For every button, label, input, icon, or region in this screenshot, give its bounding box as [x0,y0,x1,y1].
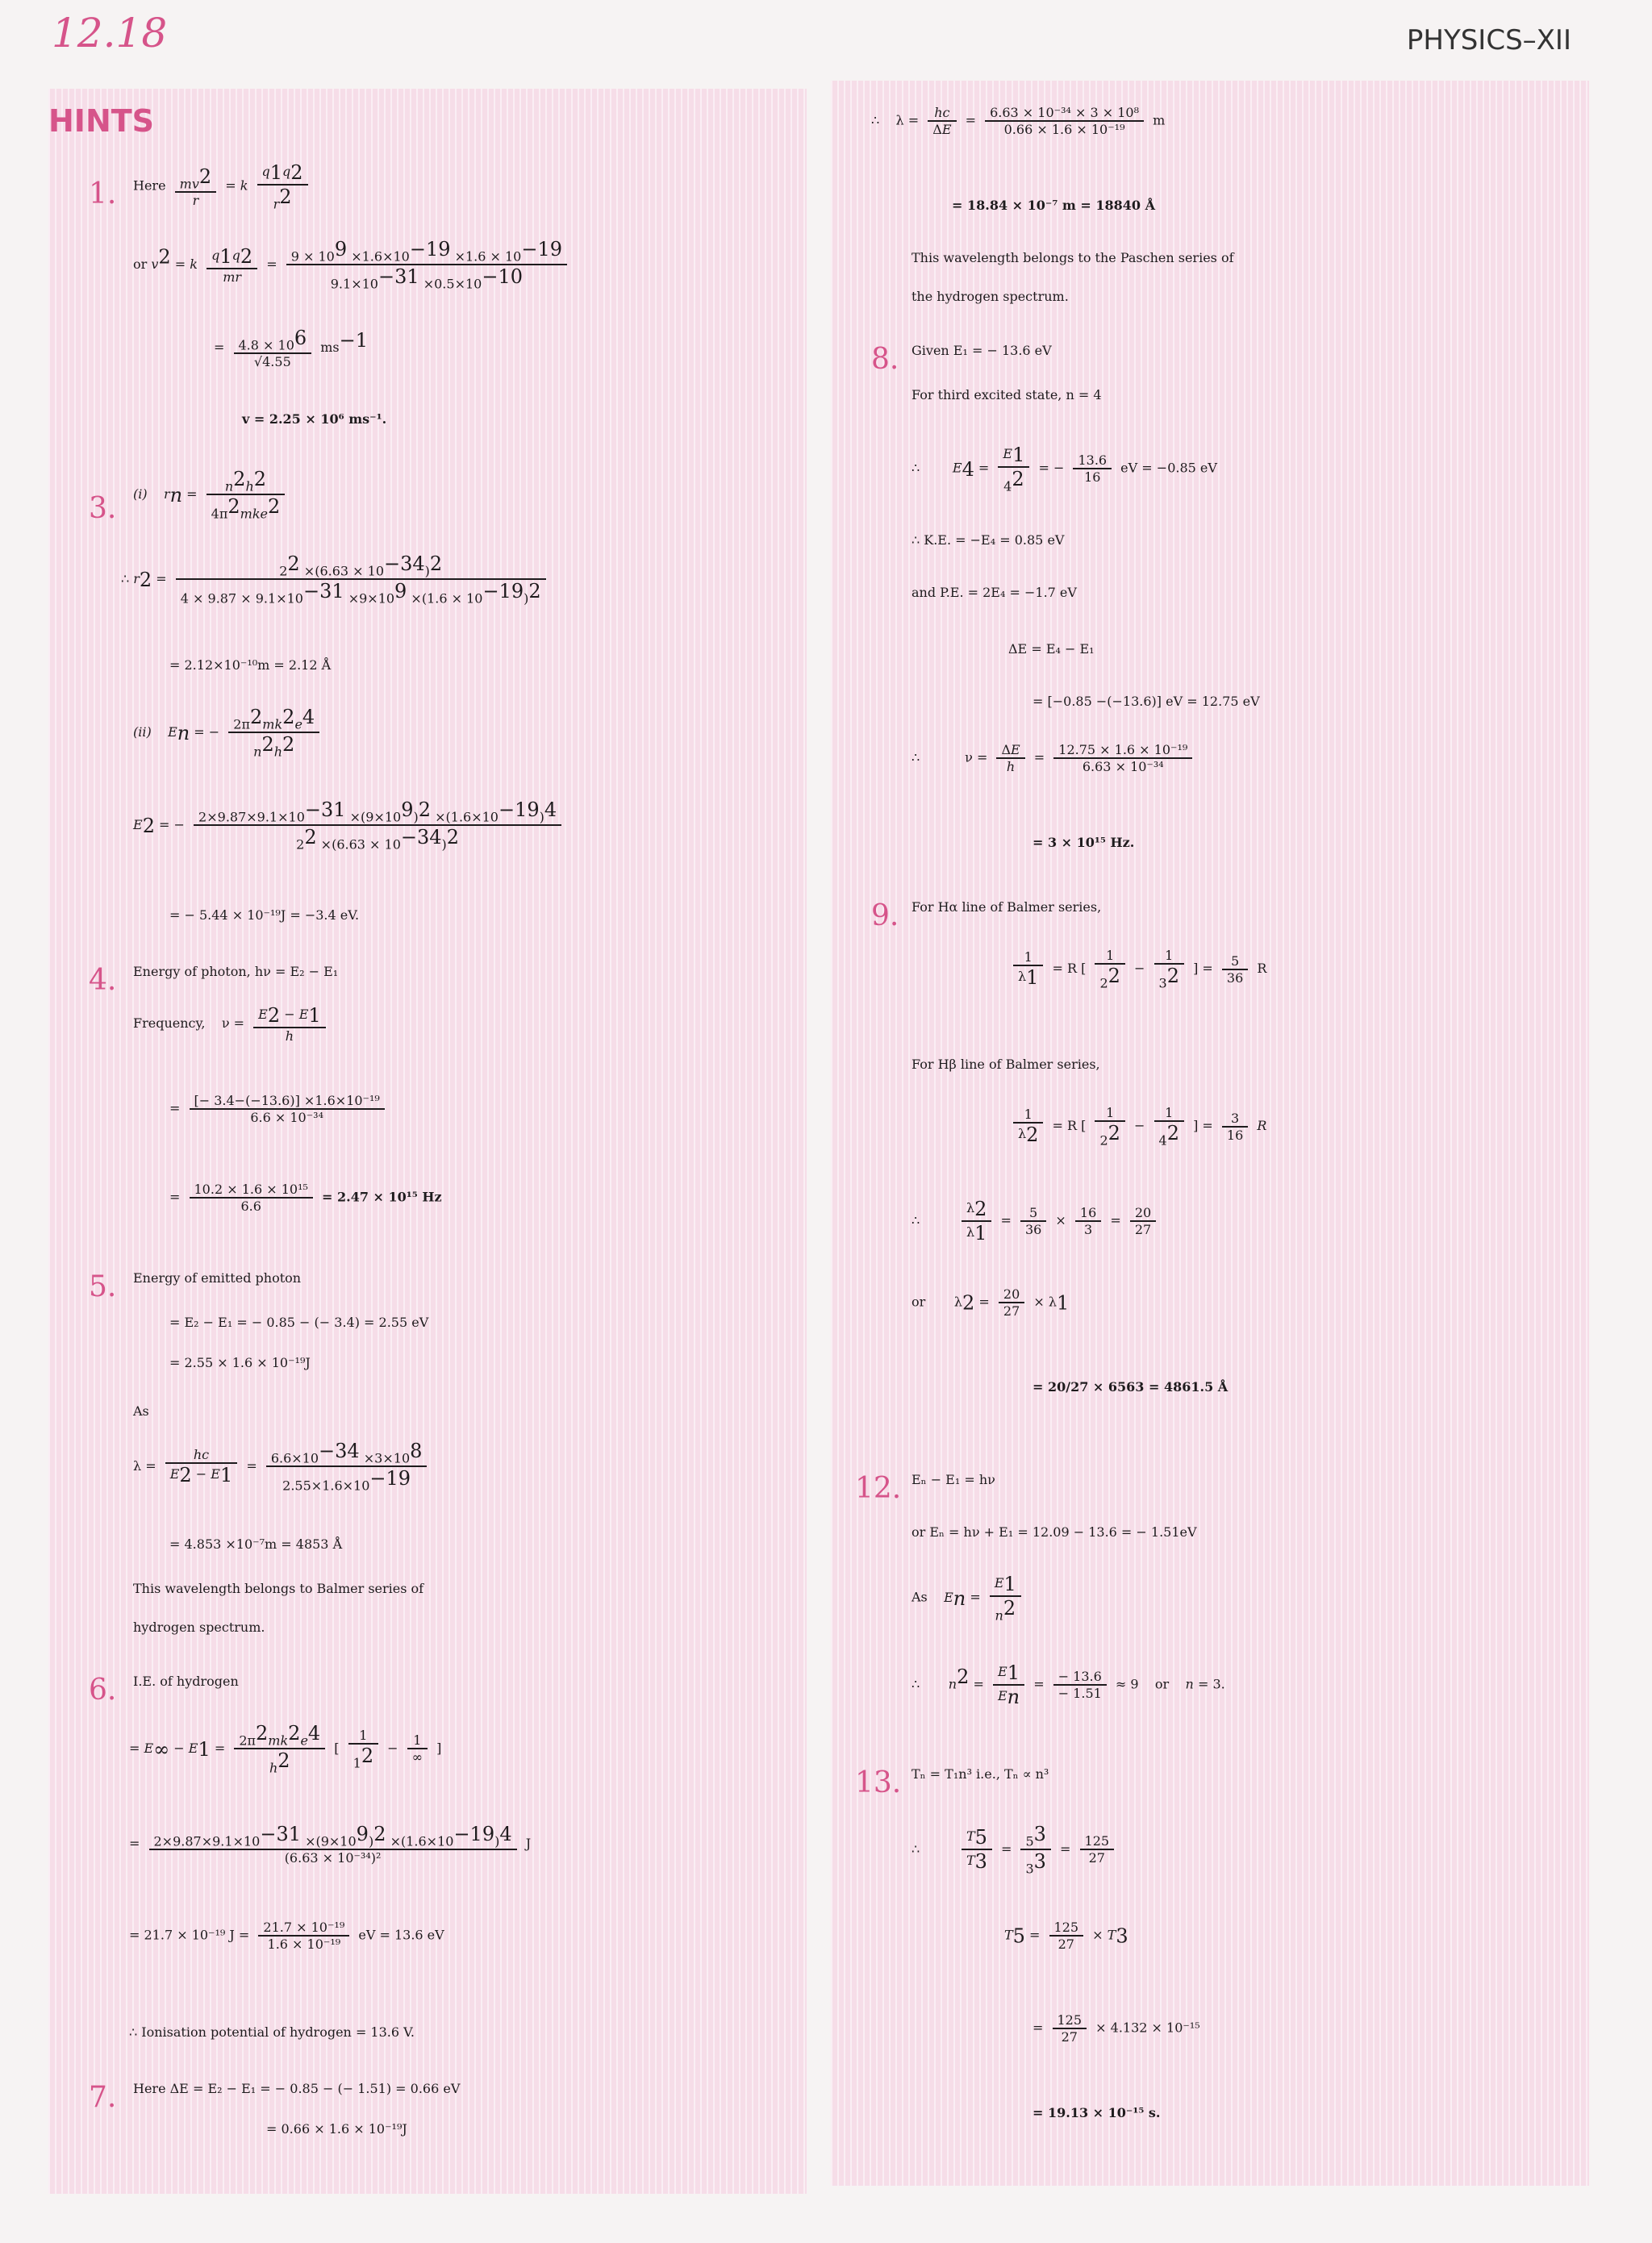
hint1-line1: Here $\frac{mv^2}{r}$ = k $\frac{q_1q_2}{r^2}$ [133,161,313,211]
fraction-denominator: 6.6 × 10⁻³⁴ [250,1110,323,1125]
hint6-line1: I.E. of hydrogen [133,1674,239,1689]
hint-number: 7. [89,2081,117,2114]
hint8-line9: = 3 × 10¹⁵ Hz. [1032,835,1135,850]
hint12-line4: ∴ $n^2$ = $\frac{E_1}{E_n}$ = $\frac{- 13.6}{- 1.51}$ ≈ 9 or n = 3. [912,1661,1225,1708]
hint-text: × 4.132 × 10⁻¹⁵ [1095,2020,1200,2036]
fraction-numerator: 21.7 × 10⁻¹⁹ [258,1920,349,1937]
hint5-line3: = 2.55 × 1.6 × 10⁻¹⁹J [169,1355,311,1370]
hint-text: = 21.7 × 10⁻¹⁹ J = [129,1927,250,1943]
hint5-line1: Energy of emitted photon [133,1270,302,1286]
fraction-numerator: 12.75 × 1.6 × 10⁻¹⁹ [1053,742,1192,759]
hint9-line1: For Hα line of Balmer series, [912,899,1102,915]
fraction-numerator: [− 3.4−(−13.6)] ×1.6×10⁻¹⁹ [190,1093,385,1110]
hint5-line8: hydrogen spectrum. [133,1620,265,1635]
fraction-denominator: (6.63 × 10⁻³⁴)² [284,1850,382,1866]
hint-part-label: (ii) [133,723,152,740]
hint-text: Here [133,177,166,194]
hint13-line4: = $\frac{125}{27}$ × 4.132 × 10⁻¹⁵ [1032,2012,1200,2045]
hint8-line8: ∴ ν = $\frac{\Delta E}{h}$ = $\frac{\text{12.75 × 1.6 × 10⁻¹⁹}}{\text{6.63 × 10⁻³⁴}}$ [912,742,1197,774]
left-content [48,145,807,2194]
hint3-line5: $E_2$ = − $\frac{2\times 9.87\times 9.1\times 10^{-31} \times(9\times 10^9)^2 \times(1.6\times 10^{-19})^4}{2^2 \times(6.63 \times 10^{-34})^2}$ [133,798,566,853]
hint7-cont-line3: This wavelength belongs to the Paschen series of [912,250,1234,265]
hint5-line5: λ = $\frac{hc}{E_2 - E_1}$ = $\frac{6.6\times 10^{-34} \times 3\times 10^8}{2.55\times 1.6\times 10^{-19}}$ [133,1440,432,1494]
hint4-line1: Energy of photon, hν = E₂ − E₁ [133,964,339,979]
hint-text: eV = 13.6 eV [358,1927,444,1943]
hint1-line3: = $\frac{4.8 \times 10^6}{√4.55}$ $ms^{-1}$ [214,327,369,370]
hint5-line7: This wavelength belongs to Balmer series of [133,1581,424,1596]
hint4-line2: Frequency, ν = $\frac{E_2 - E_1}{h}$ [133,1004,331,1044]
hint7-line1: Here ΔE = E₂ − E₁ = − 0.85 − (− 1.51) = 0.66 eV [133,2081,461,2096]
hint-number: 9. [871,899,899,932]
hint12-line3: As $E_n$ = $\frac{E_1}{n^2}$ [912,1573,1026,1623]
hint8-line6: ΔE = E₄ − E₁ [1008,641,1095,657]
hint-number: 6. [89,1674,117,1707]
hint13-result: = 19.13 × 10⁻¹⁵ s. [1032,2105,1161,2120]
fraction-denominator: 1.6 × 10⁻¹⁹ [267,1937,341,1952]
right-content [831,81,1589,2194]
hint9-line3: For Hβ line of Balmer series, [912,1057,1100,1072]
hint12-line2: or Eₙ = hν + E₁ = 12.09 − 13.6 = − 1.51eV [912,1524,1197,1540]
hint-text: As [912,1589,928,1605]
hint9-line4: $\frac{1}{\lambda_2}$ = R [ $\frac{1}{2^2}$ − $\frac{1}{4^2}$ ] = $\frac{3}{16}$ R [1008,1105,1266,1148]
hint-number: 8. [871,343,899,376]
hint13-line1: Tₙ = T₁n³ i.e., Tₙ ∝ n³ [912,1766,1049,1782]
hint6-line5: ∴ Ionisation potential of hydrogen = 13.6 V. [129,2024,415,2040]
hint6-line3: = $\frac{2\times 9.87\times 9.1\times 10^{-31} \times(9\times 10^9)^2 \times(1.6\times 10^{-19})^4}{\text{(6.63 × 10⁻³⁴)²}}$ J [129,1823,532,1866]
section-title: HINTS [48,103,155,139]
hint-part-label: (i) [133,486,148,502]
hint-number: 5. [89,1270,117,1303]
fraction-denominator: 6.6 [240,1199,261,1214]
hint13-line3: $T_5$ = $\frac{125}{27}$ × $T_3$ [1004,1920,1128,1952]
hint-text: or [133,256,148,272]
hint3-line2: ∴ $r_2$ = $\frac{2^2 \times(6.63 \times 10^{-34})^2}{4 \times 9.87 \times 9.1\times 10^{-31} \times 9\times 10^9 \times(1.6 \times 10^{-19})^2}$ [121,552,551,607]
hint9-line2: $\frac{1}{\lambda_1}$ = R [ $\frac{1}{2^2}$ − $\frac{1}{3^2}$ ] = $\frac{5}{36}$ R [1008,948,1266,990]
hint7-line2: = 0.66 × 1.6 × 10⁻¹⁹J [266,2121,407,2137]
hint4-line4: = $\frac{\text{10.2 × 1.6 × 10¹⁵}}{6.6}$ = 2.47 × 10¹⁵ Hz [169,1182,442,1214]
hint-number: 4. [89,964,117,997]
hint7-cont-line4: the hydrogen spectrum. [912,289,1069,304]
hint4-result: = 2.47 × 10¹⁵ Hz [322,1189,442,1205]
hint3-line4: (ii) $E_n$ = − $\frac{2\pi^2mk^2e^4}{n^2h^2}$ [133,706,324,760]
running-header: PHYSICS–XII [1406,24,1571,56]
hint3-r2-result: = 2.12×10⁻¹⁰m = 2.12 Å [169,657,332,673]
hint-text: Frequency, [133,1015,206,1031]
hint13-line2: ∴ $\frac{T_5}{T_3}$ = $\frac{5^3}{3^3}$ = $\frac{125}{27}$ [912,1823,1119,1877]
hint8-line1: Given E₁ = − 13.6 eV [912,343,1052,358]
fraction-denominator: 6.63 × 10⁻³⁴ [1082,759,1164,774]
hint8-line3: ∴ $E_4$ = $\frac{E_1}{4^2}$ = − $\frac{13.6}{16}$ eV = −0.85 eV [912,444,1217,494]
hint1-result: v = 2.25 × 10⁶ ms⁻¹. [242,411,387,427]
fraction-numerator: 10.2 × 1.6 × 10¹⁵ [190,1182,313,1199]
hint4-line3: = $\frac{\text{[− 3.4−(−13.6)] ×1.6×10⁻¹⁹}}{\text{6.6 × 10⁻³⁴}}$ [169,1093,390,1125]
hint-number: 1. [89,177,117,211]
hint9-line6: or $\lambda_2$ = $\frac{20}{27}$ × $\lambda_1$ [912,1286,1070,1319]
hint5-line2: = E₂ − E₁ = − 0.85 − (− 3.4) = 2.55 eV [169,1315,429,1330]
hint1-line2: or $v^2 = k$ $\frac{q_1q_2}{mr}$ = $\frac{9 \times 10^9 \times 1.6\times 10^{-19} \times 1.6 \times 10^{-19}}{9.1\times 10^{-31} \times 0.5\times 10^{-10}}$ [133,238,572,292]
hint12-line1: Eₙ − E₁ = hν [912,1472,995,1487]
hint3-e2-result: = − 5.44 × 10⁻¹⁹J = −3.4 eV. [169,907,360,923]
hint5-line4: As [133,1403,149,1419]
hint8-line7: = [−0.85 −(−13.6)] eV = 12.75 eV [1032,694,1260,709]
hint8-line5: and P.E. = 2E₄ = −1.7 eV [912,585,1077,600]
hint7-cont-line2: = 18.84 × 10⁻⁷ m = 18840 Å [952,198,1156,213]
hint9-line5: ∴ $\frac{\lambda_2}{\lambda_1}$ = $\frac{5}{36}$ × $\frac{16}{3}$ = $\frac{20}{27}$ [912,1198,1161,1244]
hint9-line7: = 20/27 × 6563 = 4861.5 Å [1032,1379,1229,1395]
hint8-line4: ∴ K.E. = −E₄ = 0.85 eV [912,532,1065,548]
page-number: 12.18 [52,10,168,56]
hint8-line2: For third excited state, n = 4 [912,387,1102,402]
hint-number: 12. [855,1472,902,1505]
hint5-line6: = 4.853 ×10⁻⁷m = 4853 Å [169,1536,343,1552]
hint-number: 3. [89,492,117,525]
hint6-line4 [129,1920,444,1952]
hint-number: 13. [855,1766,902,1799]
hint3-line1: (i) $r_n$ = $\frac{n^2h^2}{4\pi^2mke^2}$ [133,468,290,522]
hint6-line2: = $E_\infty - E_1$ = $\frac{2\pi^2mk^2e^4}{h^2}$ [ $\frac{1}{1^2}$ − $\frac{1}{\infty}$ ] [129,1722,442,1776]
hint7-cont-line1: ∴ λ = $\frac{hc}{\Delta E}$ = $\frac{\text{6.63 × 10⁻³⁴ × 3 × 10⁸}}{\text{0.66 × 1.6 × 10⁻¹⁹}}$ m [871,105,1166,137]
fraction-denominator: 0.66 × 1.6 × 10⁻¹⁹ [1003,122,1125,137]
fraction-numerator: 6.63 × 10⁻³⁴ × 3 × 10⁸ [985,105,1144,122]
